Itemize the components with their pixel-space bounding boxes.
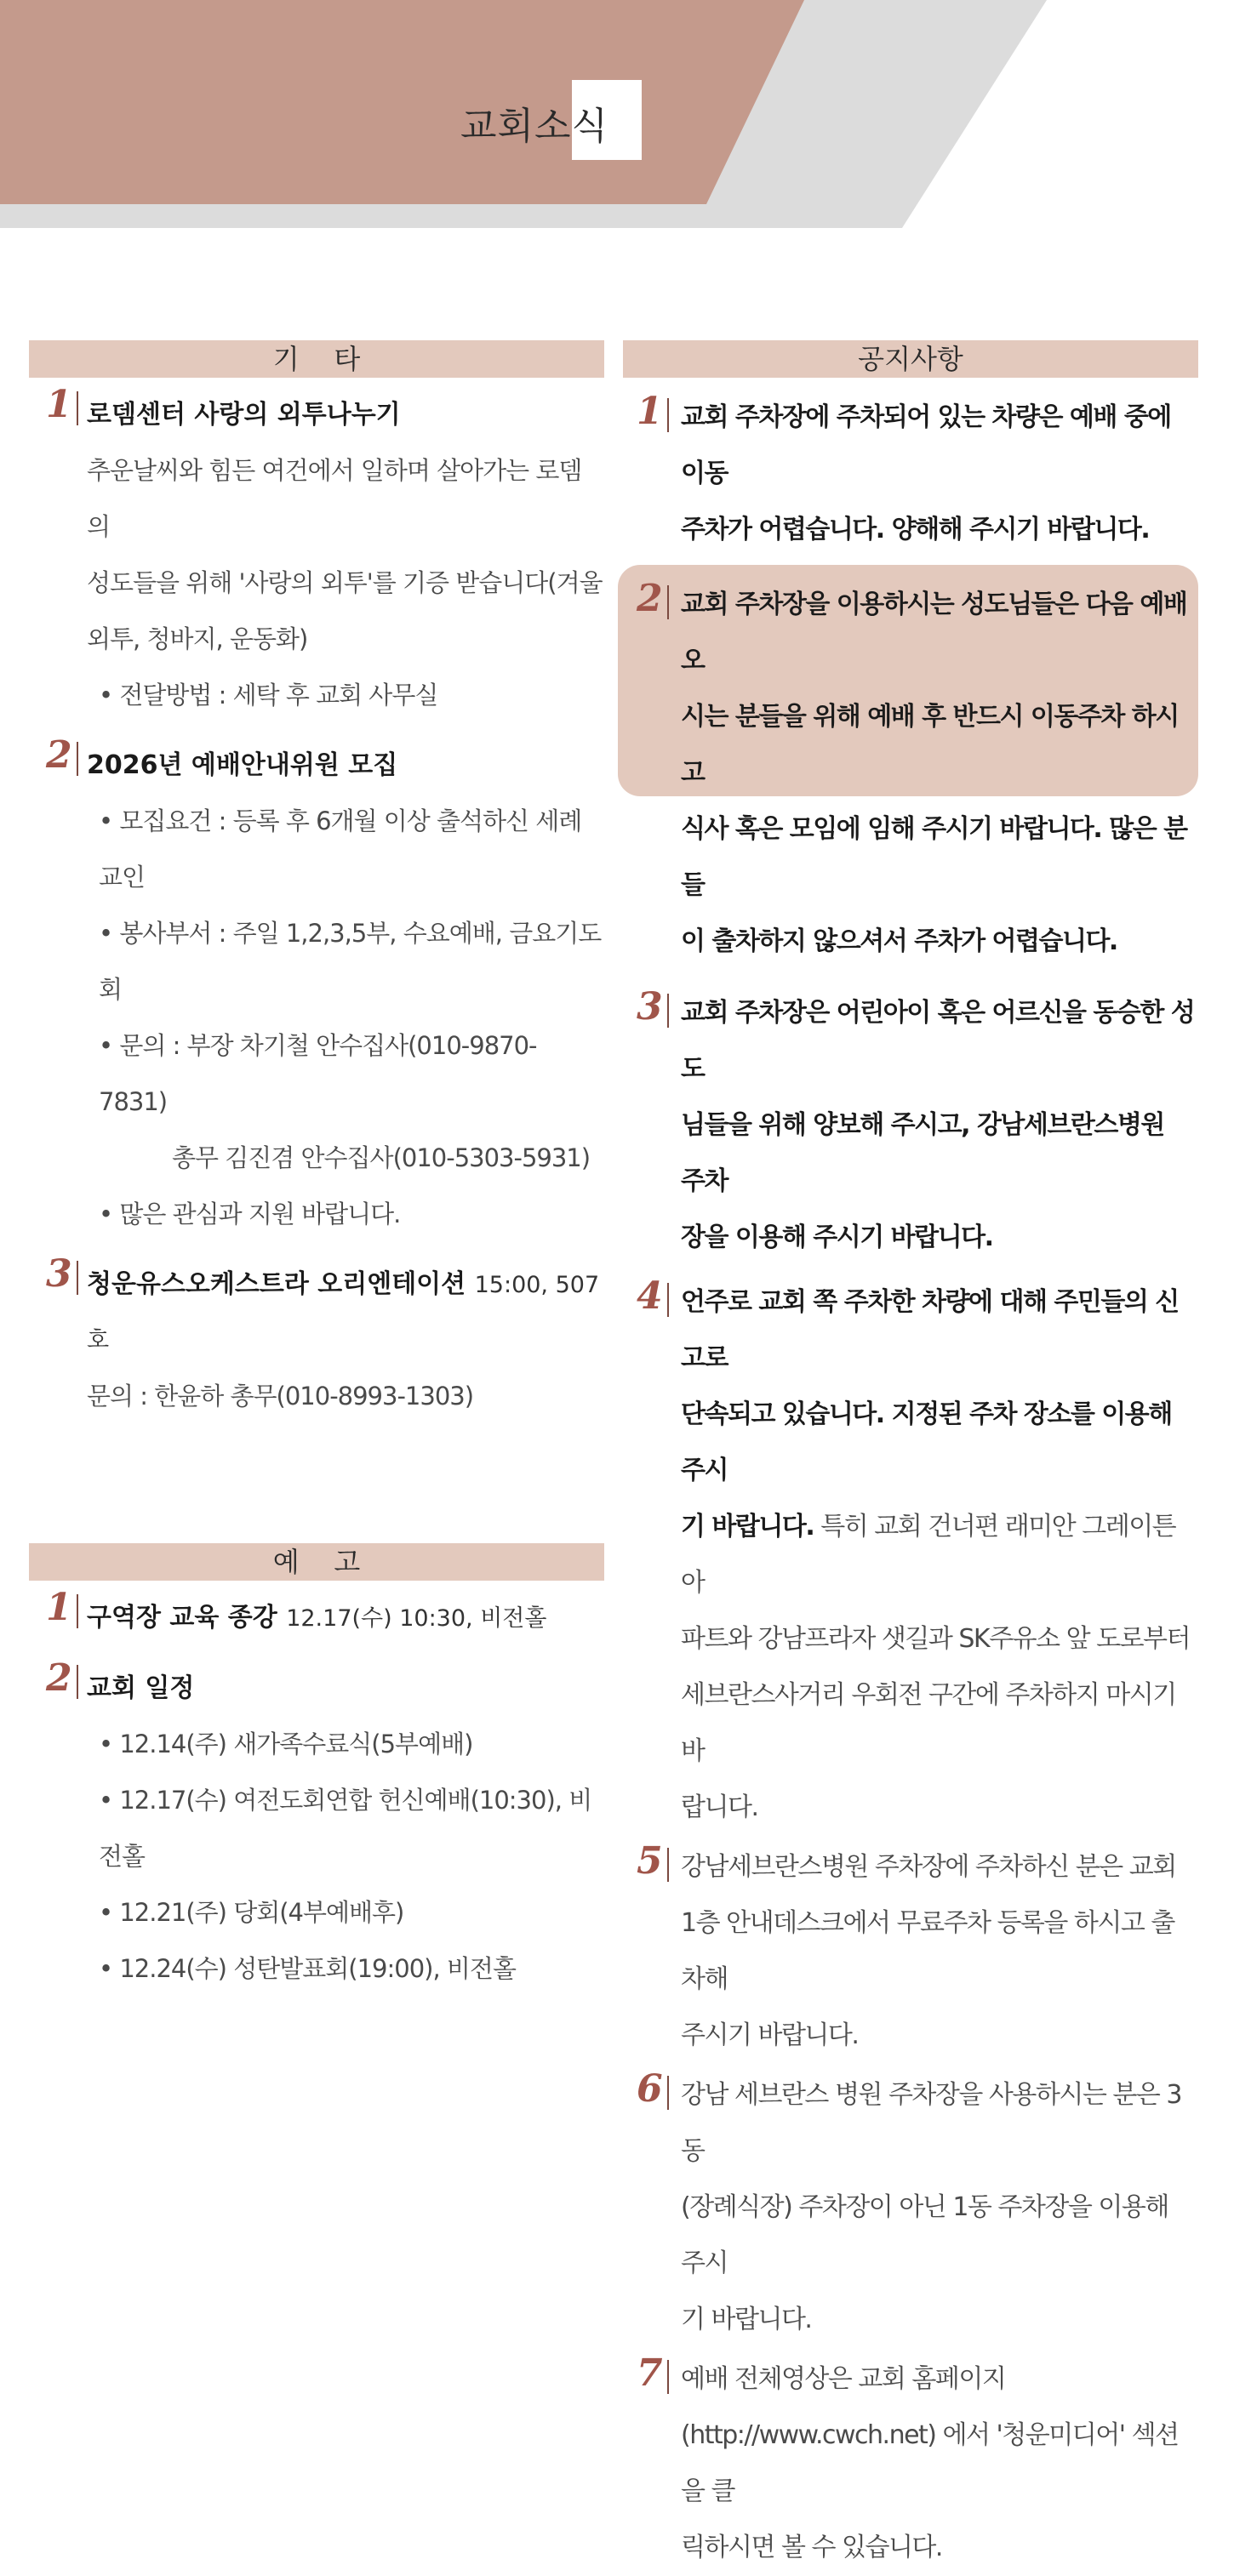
item-body-line: 문의 : 한윤하 총무(010-8993-1303) xyxy=(87,1382,474,1411)
item-number: 7 xyxy=(637,2351,663,2395)
item-title-extra: 12.17(수) 10:30, 비전홀 xyxy=(286,1605,547,1632)
left-column xyxy=(29,340,604,1997)
divider xyxy=(77,742,78,776)
divider xyxy=(667,2076,669,2110)
item-number: 6 xyxy=(637,2067,663,2111)
announcement-item-4 xyxy=(623,1274,1198,1836)
item-body-line: 성도들을 위해 '사랑의 외투'를 기증 받습니다(겨울 xyxy=(87,568,603,597)
item-title: 교회 일정 xyxy=(87,1673,195,1703)
item-line: 1층 안내데스크에서 무료주차 등록을 하시고 출차해 xyxy=(681,1908,1174,1994)
item-line: 예배 전체영상은 교회 홈페이지 xyxy=(681,2364,1006,2394)
item-bullet-sub: 총무 김진겸 안수집사(010-5303-5931) xyxy=(172,1143,591,1172)
announcement-item-2 xyxy=(623,577,1198,970)
item-line: 강남 세브란스 병원 주차장을 사용하시는 분은 3동 xyxy=(681,2080,1181,2166)
item-line: 파트와 강남프라자 샛길과 SK주유소 앞 도로부터 xyxy=(681,1624,1191,1654)
announcement-item-5 xyxy=(623,1839,1198,2064)
announcement-item-1 xyxy=(623,390,1198,558)
item-bullet: • 전달방법 : 세탁 후 교회 사무실 xyxy=(99,681,438,710)
divider xyxy=(667,2360,669,2394)
item-number: 1 xyxy=(637,390,663,433)
announcement-item-3 xyxy=(623,985,1198,1266)
item-number: 1 xyxy=(46,1586,72,1629)
item-number: 2 xyxy=(46,733,72,777)
item-line: 주시기 바랍니다. xyxy=(681,2020,859,2050)
item-title: 로뎀센터 사랑의 외투나누기 xyxy=(87,400,401,430)
item-bullet: • 봉사부서 : 주일 1,2,3,5부, 수요예배, 금요기도회 xyxy=(99,919,602,1004)
notice-item-2 xyxy=(29,1656,604,1997)
item-line: 단속되고 있습니다. 지정된 주차 장소를 이용해 주시 xyxy=(681,1399,1172,1485)
item-line: 이 출차하지 않으셔서 주차가 어렵습니다. xyxy=(681,926,1117,956)
item-bullet: • 모집요건 : 등록 후 6개월 이상 출석하신 세례교인 xyxy=(99,806,582,892)
item-line: 릭하시면 볼 수 있습니다. xyxy=(681,2533,942,2562)
item-line: 기 바랍니다. xyxy=(681,2305,812,2334)
item-line: (장례식장) 주차장이 아닌 1동 주차장을 이용해 주시 xyxy=(681,2192,1168,2278)
page-title: 교회소식 xyxy=(460,105,609,148)
item-line: 세브란스사거리 우회전 구간에 주차하지 마시기 바 xyxy=(681,1680,1176,1766)
item-number: 1 xyxy=(46,383,72,426)
divider xyxy=(77,391,78,425)
item-title xyxy=(29,1257,604,1368)
right-column xyxy=(623,340,1198,2576)
item-line: 님들을 위해 양보해 주시고, 강남세브란스병원 주차 xyxy=(681,1110,1164,1196)
page-header xyxy=(0,0,1234,238)
item-number: 2 xyxy=(637,577,663,620)
item-title: 2026년 예배안내위원 모집 xyxy=(87,750,398,780)
item-body-line: 추운날씨와 힘든 여건에서 일하며 살아가는 로뎀의 xyxy=(87,456,582,541)
item-bullet: • 많은 관심과 지원 바랍니다. xyxy=(99,1200,401,1228)
item-bullet: • 문의 : 부장 차기철 안수집사(010-9870-7831) xyxy=(99,1031,537,1116)
divider xyxy=(667,1283,669,1317)
item-number: 5 xyxy=(637,1839,663,1883)
item-title-main: 구역장 교육 종강 xyxy=(87,1603,277,1633)
item-title xyxy=(29,1591,604,1646)
etc-item-3 xyxy=(29,1252,604,1424)
divider xyxy=(77,1665,78,1699)
item-line: 기 바랍니다. 특히 교회 건너편 래미안 그레이튼 아 xyxy=(681,1512,1176,1598)
item-line: 강남세브란스병원 주차장에 주차하신 분은 교회 xyxy=(681,1852,1176,1882)
item-line: (http://www.cwch.net) 에서 '청운미디어' 섹션을 클 xyxy=(681,2420,1179,2506)
item-bullet: • 12.14(주) 새가족수료식(5부예배) xyxy=(99,1730,473,1758)
item-line: 시는 분들을 위해 예배 후 반드시 이동주차 하시고 xyxy=(681,702,1179,788)
divider xyxy=(667,1848,669,1882)
notice-item-1 xyxy=(29,1586,604,1646)
item-number: 3 xyxy=(46,1252,72,1296)
divider xyxy=(77,1261,78,1295)
etc-item-2 xyxy=(29,733,604,1242)
divider xyxy=(77,1594,78,1628)
item-line: 교회 주차장은 어린아이 혹은 어르신을 동승한 성도 xyxy=(681,998,1195,1084)
item-body-line: 외투, 청바지, 운동화) xyxy=(87,624,308,653)
section-heading-etc: 기 타 xyxy=(29,340,604,378)
item-number: 2 xyxy=(46,1656,72,1700)
item-line: 언주로 교회 쪽 주차한 차량에 대해 주민들의 신고로 xyxy=(681,1287,1179,1373)
item-line: 장을 이용해 주시기 바랍니다. xyxy=(681,1222,993,1252)
item-line: 랍니다. xyxy=(681,1792,758,1822)
announcement-item-6 xyxy=(623,2067,1198,2348)
item-title-extra: 15:00, 507호 xyxy=(87,1272,600,1354)
item-line: 주차가 어렵습니다. 양해해 주시기 바랍니다. xyxy=(681,515,1150,544)
item-bullet: • 12.17(수) 여전도회연합 헌신예배(10:30), 비전홀 xyxy=(99,1786,592,1871)
section-heading-notice: 예 고 xyxy=(29,1543,604,1581)
divider xyxy=(667,994,669,1028)
divider xyxy=(667,398,669,432)
item-title-main: 청운유스오케스트라 오리엔테이션 xyxy=(87,1269,466,1299)
item-line: 식사 혹은 모임에 임해 주시기 바랍니다. 많은 분들 xyxy=(681,814,1187,900)
etc-item-1 xyxy=(29,383,604,723)
item-number: 3 xyxy=(637,985,663,1029)
item-bullet: • 12.21(주) 당회(4부예배후) xyxy=(99,1898,404,1927)
announcement-item-7 xyxy=(623,2351,1198,2576)
section-heading-announcements: 공지사항 xyxy=(623,340,1198,378)
item-line: 교회 주차장을 이용하시는 성도님들은 다음 예배 오 xyxy=(681,590,1187,675)
item-bullet: • 12.24(수) 성탄발표회(19:00), 비전홀 xyxy=(99,1954,516,1983)
item-line: 교회 주차장에 주차되어 있는 차량은 예배 중에 이동 xyxy=(681,402,1171,488)
item-number: 4 xyxy=(637,1274,663,1318)
